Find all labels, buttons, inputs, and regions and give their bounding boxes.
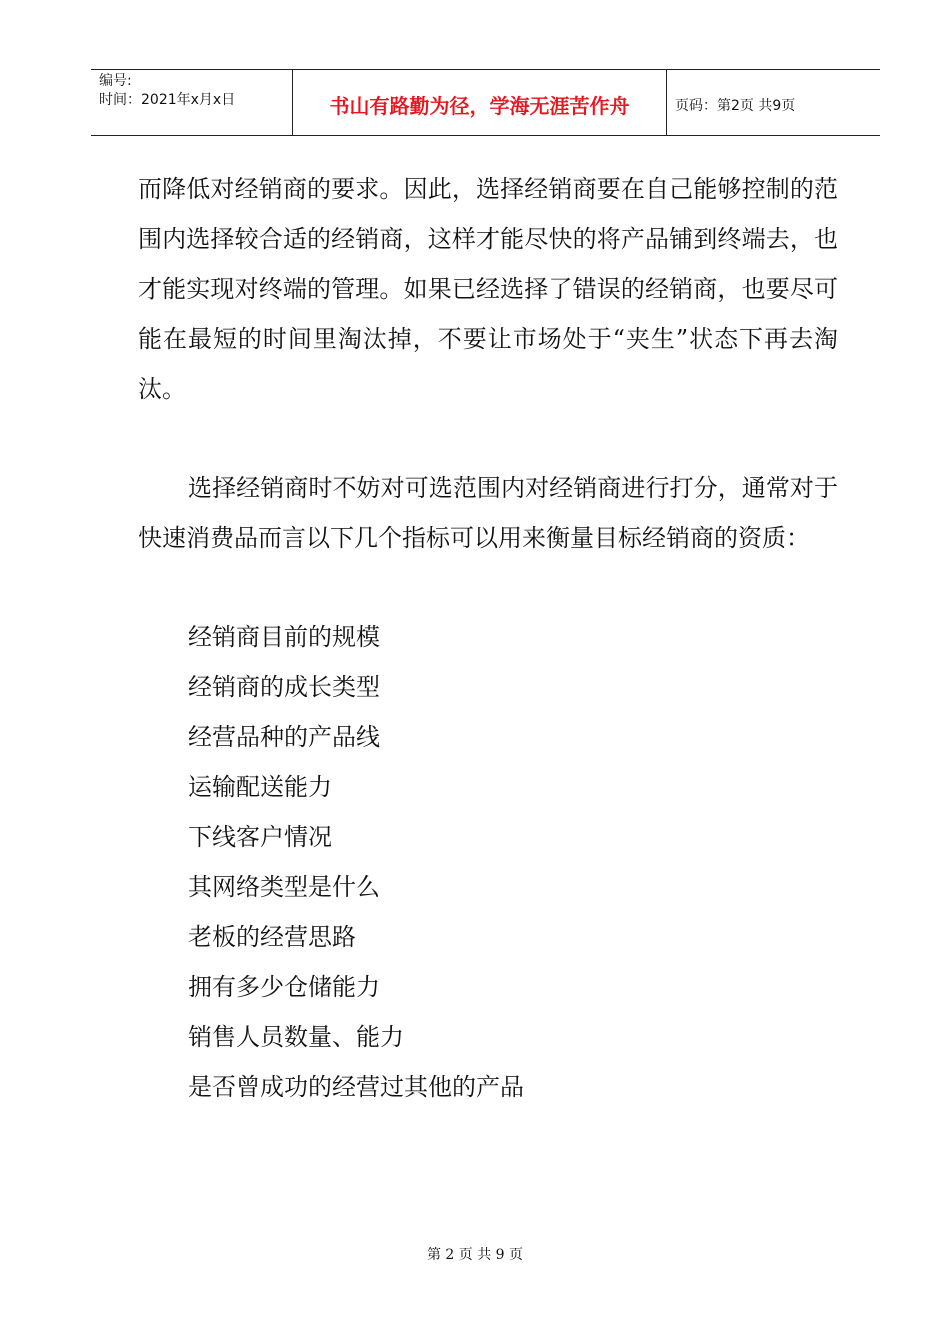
document-body: [138, 164, 838, 1112]
list-item: 拥有多少仓储能力: [188, 973, 380, 1001]
list-item: 其网络类型是什么: [188, 873, 380, 901]
header-motto: 书山有路勤为径，学海无涯苦作舟: [293, 70, 667, 135]
list-item: 是否曾成功的经营过其他的产品: [188, 1073, 524, 1101]
list-item: 老板的经营思路: [188, 923, 356, 951]
paragraph-1: 而降低对经销商的要求。因此，选择经销商要在自己能够控制的范围内选择较合适的经销商，这样才能尽快的将产品铺到终端去，也才能实现对终端的管理。如果已经选择了错误的经销商，也要尽可能在最短的时间里淘汰掉，不要让市场处于“夹生”状态下再去淘汰。: [138, 175, 838, 403]
list-item: 销售人员数量、能力: [188, 1023, 404, 1051]
header-meta-cell: [91, 70, 293, 135]
paragraph-2: 选择经销商时不妨对可选范围内对经销商进行打分，通常对于快速消费品而言以下几个指标可以用来衡量目标经销商的资质：: [138, 474, 838, 552]
paragraph-gap: [138, 563, 838, 612]
page-header: [91, 69, 880, 136]
list-item: 经营品种的产品线: [188, 723, 380, 751]
page-footer: [0, 1244, 950, 1264]
document-number-label: 编号:: [99, 73, 132, 89]
footer-page-number: 第 2 页 共 9 页: [426, 1247, 524, 1263]
criteria-list: [138, 612, 838, 1112]
list-item: 下线客户情况: [188, 823, 332, 851]
document-time-label: 时间：2021年x月x日: [99, 92, 236, 108]
header-page-info: 页码：第2页 共9页: [675, 97, 796, 114]
list-item: 运输配送能力: [188, 773, 332, 801]
list-item: 经销商目前的规模: [188, 623, 380, 651]
paragraph-gap: [138, 414, 838, 463]
list-item: 经销商的成长类型: [188, 673, 380, 701]
